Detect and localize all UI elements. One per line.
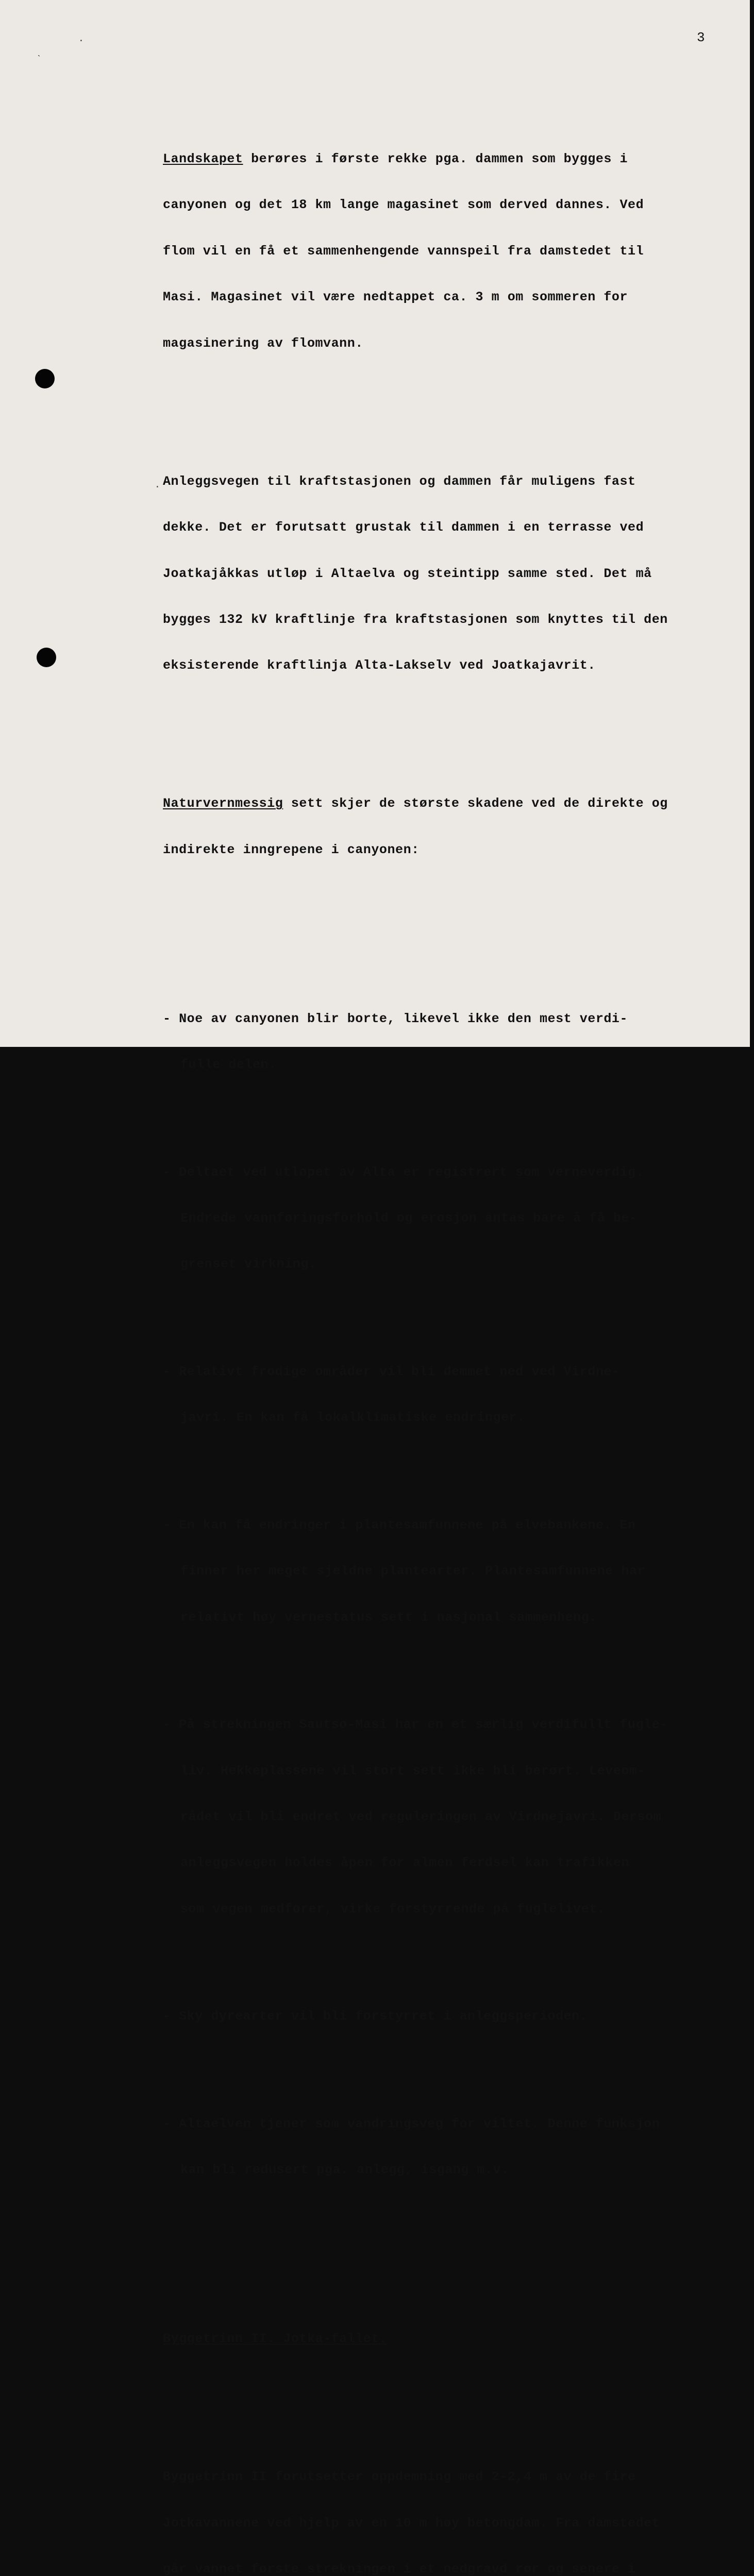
list-item: - Deltaet ved utløpet av Alta er registrert som verneverdig. Endrede vannføringsforhold og erosjon antas bare å få be- grenset virkning. — [163, 1164, 644, 1272]
list-item: - En kan få endringer i plantesamfunnene på elvebankene. En finner her meget sjeldne plantearter. Plantesamfunnene har relativt høy vernestatus sett i nasjonal sammenheng. — [163, 1517, 646, 1625]
paragraph-naturvern — [163, 766, 748, 888]
text-line: Landskapet berøres i første rekke pga. dammen som bygges i — [163, 151, 628, 166]
page-number: 3 — [697, 30, 705, 45]
document-body — [163, 75, 748, 2576]
paragraph-anleggsvegen — [163, 443, 748, 704]
scan-speck: · — [155, 482, 160, 493]
text-line: går vannet første strekningen i et nedgravd rør og senere i — [163, 2562, 636, 2576]
text-line: indirekte inngrepene i canyonen: — [163, 842, 420, 857]
underlined-term: Landskapet — [163, 151, 243, 166]
list-item: - Noe av canyonen blir borte, likevel ikke den mest verdi- fulle delen. — [163, 1011, 628, 1072]
text-line: Byggetrinn II forutsetter oppdemning med 2-2,4 m av de fire — [163, 2469, 636, 2485]
text-line: Joatkajåkkas utløp i Altaelva og steintipp samme sted. Det må — [163, 566, 652, 581]
text-line: eksisterende kraftlinja Alta-Lakselv ved Joatkajavrit. — [163, 658, 596, 673]
scan-speck: · — [78, 36, 84, 46]
list-item: - Altaelven tjener som vandringsveg for viltet. Denne funksjon kan bli redusert pga. anlegg, isgang m.v. — [163, 2116, 660, 2178]
text-line: Jotkavannene ved hjelp av en 10 m høy betongdam. Fra damstedet — [163, 2515, 660, 2531]
text-line: Naturvernmessig sett skjer de største skadene ved de direkte og — [163, 796, 668, 811]
text-line: bygges 132 kV kraftlinje fra kraftstasjonen som knyttes til den — [163, 612, 668, 627]
paragraph-landskapet — [163, 121, 748, 382]
text-line: magasinering av flomvann. — [163, 335, 363, 351]
punch-hole — [35, 369, 55, 388]
punch-hole — [37, 648, 56, 667]
text-line: dekke. Det er forutsatt grustak til dammen i en terrasse ved — [163, 520, 644, 535]
text-line: Anleggsvegen til kraftstasjonen og dammen får muligens fast — [163, 473, 636, 489]
paragraph-byggetrinn — [163, 2439, 748, 2576]
scan-speck: ˎ — [36, 47, 42, 58]
list-item: - Relativt frodige områder vil bli demmet ned ved Virdne- javri. En kan få lokalklimatiske endringer. — [163, 1364, 620, 1426]
underlined-term: Naturvernmessig — [163, 796, 283, 811]
text-line: Masi. Magasinet vil være nedtappet ca. 3 m om sommeren for — [163, 290, 628, 305]
list-item: - På strekningen Sautso-Masi har en et særlig verdifullt fugle- liv. Hekkeplassene vil stort sett ikke bli berørt. Leveom- rådet vil bli endret ved reguleringen av Virdnejavri. Dersom anleggsvegen holdes åpen for almen ferdsel kan trafikken som vegen medfører, virke forstyrrende på fuglelivet. — [163, 1717, 668, 1917]
text-line: canyonen og det 18 km lange magasinet som derved dannes. Ved — [163, 197, 644, 213]
text-line: flom vil en få et sammenhengende vannspeil fra damstedet til — [163, 243, 644, 259]
section-heading — [163, 2301, 748, 2378]
bullet-list — [163, 950, 748, 2239]
list-item: - Sky dyrearter vil bli forstyrret i anleggsperioden. — [163, 2009, 588, 2024]
heading-byggetrinn-ii: Byggetrinn II. Jotka-fallet. — [163, 2331, 388, 2347]
